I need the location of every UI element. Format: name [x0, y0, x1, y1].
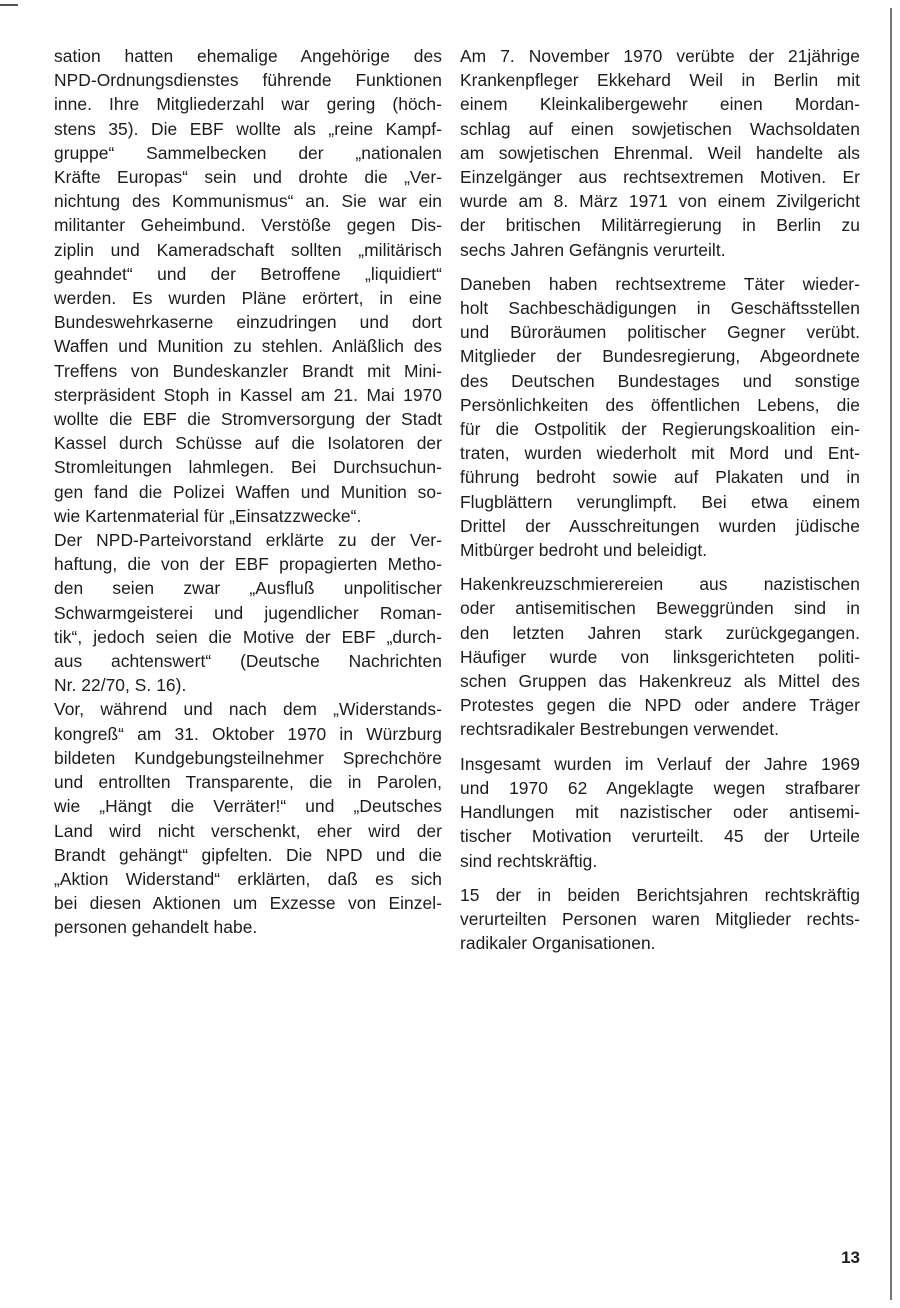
- text-line: Häufiger wurde von linksgerichteten politi-: [460, 646, 860, 667]
- text-line: Kräfte Europas“ sein und drohte die „Ver-: [54, 167, 442, 188]
- text-line: werden. Es wurden Pläne erörtert, in eine: [54, 288, 442, 309]
- text-line: für die Ostpolitik der Regierungskoalition ein-: [460, 419, 860, 440]
- text-line: Der NPD-Parteivorstand erklärte zu der Ver-: [54, 530, 442, 551]
- paragraph: [54, 44, 442, 528]
- text-line: rechtsradikaler Bestrebungen verwendet.: [460, 719, 780, 740]
- text-line: tischer Motivation verurteilt. 45 der Urteile: [460, 826, 860, 847]
- text-line: den seien zwar „Ausfluß unpolitischer: [54, 578, 442, 599]
- text-line: sechs Jahren Gefängnis verurteilt.: [460, 239, 726, 260]
- text-line: gen fand die Polizei Waffen und Munition so-: [54, 481, 442, 502]
- paragraph: [460, 883, 860, 956]
- page-right-edge: [890, 8, 892, 1300]
- text-line: wollte die EBF die Stromversorgung der Stadt: [54, 409, 442, 430]
- text-line: sterpräsident Stoph in Kassel am 21. Mai 1970: [54, 384, 442, 405]
- paragraph: [54, 528, 442, 697]
- text-line: Waffen und Munition zu stehlen. Anläßlich des: [54, 336, 442, 357]
- text-line: Treffens von Bundeskanzler Brandt mit Mini-: [54, 360, 442, 381]
- text-line: aus achtenswert“ (Deutsche Nachrichten: [54, 651, 442, 672]
- text-line: Persönlichkeiten des öffentlichen Lebens, die: [460, 394, 860, 415]
- text-line: des Deutschen Bundestages und sonstige: [460, 370, 860, 391]
- text-line: Bundeswehrkaserne einzudringen und dort: [54, 312, 442, 333]
- paragraph: [54, 697, 442, 939]
- text-line: sind rechtskräftig.: [460, 850, 598, 871]
- text-line: schlag auf einen sowjetischen Wachsoldaten: [460, 118, 860, 139]
- text-line: „Aktion Widerstand“ erklärten, daß es sich: [54, 868, 442, 889]
- text-line: personen gehandelt habe.: [54, 917, 258, 938]
- text-line: Handlungen mit nazistischer oder antisemi-: [460, 802, 860, 823]
- text-line: wie Kartenmaterial für „Einsatzzwecke“.: [54, 505, 362, 526]
- text-line: und entrollten Transparente, die in Parolen,: [54, 772, 442, 793]
- text-line: Kassel durch Schüsse auf die Isolatoren der: [54, 433, 442, 454]
- text-line: Protestes gegen die NPD oder andere Träger: [460, 695, 860, 716]
- text-line: ziplin und Kameradschaft sollten „militärisch: [54, 239, 442, 260]
- text-line: verurteilten Personen waren Mitglieder rechts-: [460, 908, 860, 929]
- text-line: wurde am 8. März 1971 von einem Zivilgericht: [460, 191, 860, 212]
- text-line: tik“, jedoch seien die Motive der EBF „durch-: [54, 626, 442, 647]
- text-line: der britischen Militärregierung in Berlin zu: [460, 215, 860, 236]
- page-number: 13: [841, 1248, 860, 1267]
- text-line: Mitbürger bedroht und beleidigt.: [460, 540, 708, 561]
- text-line: stens 35). Die EBF wollte als „reine Kampf-: [54, 118, 442, 139]
- paragraph: [460, 752, 860, 873]
- text-line: den letzten Jahren stark zurückgegangen.: [460, 622, 860, 643]
- text-line: Schwarmgeisterei und jugendlicher Roman-: [54, 602, 442, 623]
- text-line: und 1970 62 Angeklagte wegen strafbarer: [460, 777, 860, 798]
- text-line: Am 7. November 1970 verübte der 21jährige: [460, 46, 860, 66]
- text-line: einem Kleinkalibergewehr einen Mordan-: [460, 94, 860, 115]
- text-line: Hakenkreuzschmierereien aus nazistischen: [460, 574, 860, 595]
- text-line: haftung, die von der EBF propagierten Metho-: [54, 554, 442, 575]
- text-line: inne. Ihre Mitgliederzahl war gering (höch-: [54, 94, 442, 115]
- text-line: Drittel der Ausschreitungen wurden jüdische: [460, 515, 860, 536]
- right-text-column: [460, 44, 860, 955]
- text-line: 15 der in beiden Berichtsjahren rechtskräftig: [460, 884, 860, 905]
- text-line: geahndet“ und der Betroffene „liquidiert“: [54, 263, 442, 284]
- text-line: führung bedroht sowie auf Plakaten und in: [460, 467, 860, 488]
- text-line: Mitglieder der Bundesregierung, Abgeordnete: [460, 346, 860, 367]
- text-line: nichtung des Kommunismus“ an. Sie war ein: [54, 191, 442, 212]
- text-line: oder antisemitischen Beweggründen sind in: [460, 598, 860, 619]
- text-line: Nr. 22/70, S. 16).: [54, 675, 187, 696]
- text-line: Brandt gehängt“ gipfelten. Die NPD und die: [54, 844, 442, 865]
- text-line: Daneben haben rechtsextreme Täter wieder-: [460, 273, 860, 294]
- scan-corner-mark: [0, 4, 18, 6]
- text-line: gruppe“ Sammelbecken der „nationalen: [54, 142, 442, 163]
- text-line: Flugblättern verunglimpft. Bei etwa einem: [460, 491, 860, 512]
- text-line: Insgesamt wurden im Verlauf der Jahre 1969: [460, 753, 860, 774]
- text-line: Einzelgänger aus rechtsextremen Motiven. Er: [460, 167, 860, 188]
- text-line: wie „Hängt die Verräter!“ und „Deutsches: [54, 796, 442, 817]
- text-line: NPD-Ordnungsdienstes führende Funktionen: [54, 70, 442, 91]
- text-line: sation hatten ehemalige Angehörige des: [54, 46, 442, 66]
- text-line: bei diesen Aktionen um Exzesse von Einzel-: [54, 893, 442, 914]
- text-line: traten, wurden wiederholt mit Mord und Ent-: [460, 443, 860, 464]
- text-line: Stromleitungen lahmlegen. Bei Durchsuchun-: [54, 457, 442, 478]
- text-line: militanter Geheimbund. Verstöße gegen Dis-: [54, 215, 442, 236]
- paragraph: [460, 44, 860, 262]
- text-line: und Büroräumen politischer Gegner verübt.: [460, 322, 860, 343]
- text-line: holt Sachbeschädigungen in Geschäftsstellen: [460, 298, 860, 319]
- text-line: Krankenpfleger Ekkehard Weil in Berlin mit: [460, 70, 860, 91]
- text-line: kongreß“ am 31. Oktober 1970 in Würzburg: [54, 723, 442, 744]
- text-line: am sowjetischen Ehrenmal. Weil handelte als: [460, 142, 860, 163]
- text-line: Land wird nicht verschenkt, eher wird der: [54, 820, 442, 841]
- left-text-column: [54, 44, 442, 940]
- text-line: radikaler Organisationen.: [460, 933, 656, 954]
- text-line: Vor, während und nach dem „Widerstands-: [54, 699, 442, 720]
- paragraph: [460, 572, 860, 741]
- paragraph: [460, 272, 860, 562]
- text-line: bildeten Kundgebungsteilnehmer Sprechchöre: [54, 747, 442, 768]
- text-line: schen Gruppen das Hakenkreuz als Mittel des: [460, 671, 860, 692]
